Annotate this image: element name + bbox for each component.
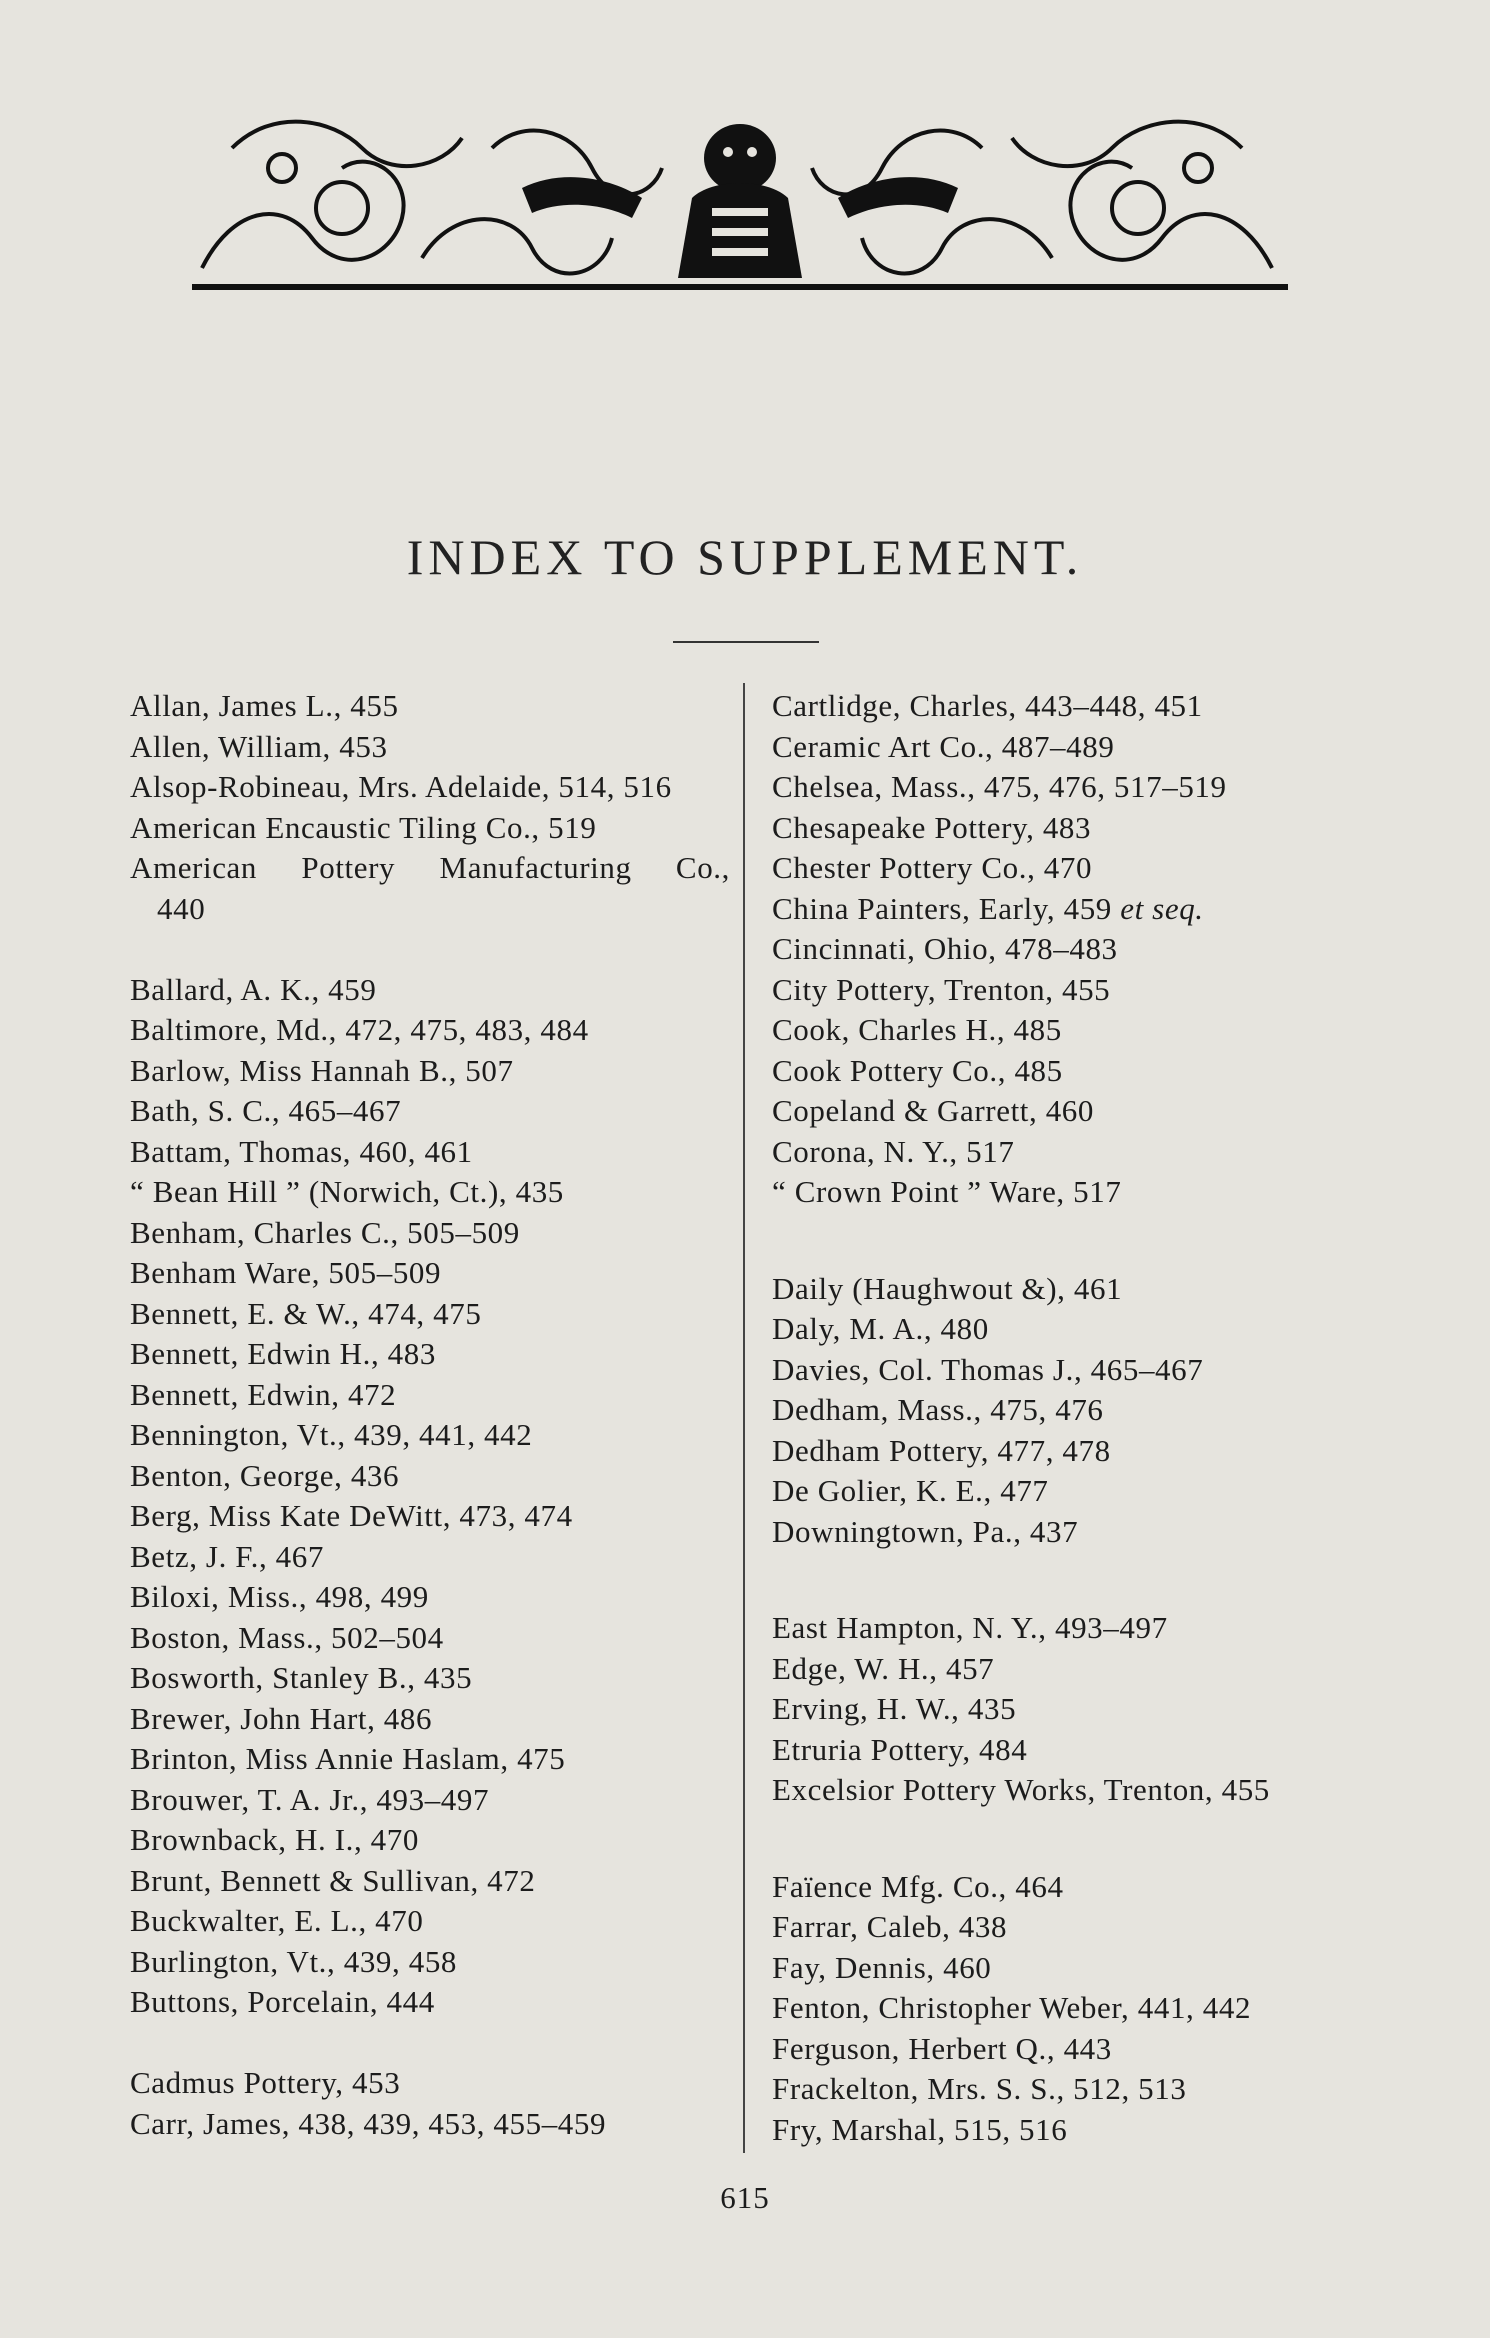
index-entry: Buttons, Porcelain, 444 — [130, 1984, 435, 2019]
index-entry: Cincinnati, Ohio, 478–483 — [772, 931, 1118, 966]
index-entry: Faïence Mfg. Co., 464 — [772, 1868, 1064, 1904]
index-entry: “ Bean Hill ” (Norwich, Ct.), 435 — [130, 1174, 564, 1209]
index-entry: Berg, Miss Kate DeWitt, 473, 474 — [130, 1498, 573, 1533]
index-entry: Burlington, Vt., 439, 458 — [130, 1943, 458, 1979]
index-entry: Cartlidge, Charles, 443–448, 451 — [772, 688, 1203, 723]
index-entry: Bennett, E. & W., 474, 475 — [130, 1295, 482, 1331]
index-entry: Cadmus Pottery, 453 — [130, 2065, 401, 2100]
index-entry-text: China Painters, Early, 459 — [772, 890, 1121, 926]
index-entry: Fenton, Christopher Weber, 441, 442 — [772, 1990, 1252, 2025]
index-entry: Edge, W. H., 457 — [772, 1650, 995, 1686]
index-entry: Daly, M. A., 480 — [772, 1311, 989, 1346]
index-entry: Buckwalter, E. L., 470 — [130, 1903, 424, 1938]
index-entry-italic: et seq. — [1120, 890, 1204, 926]
index-entry: Bennett, Edwin H., 483 — [130, 1336, 436, 1371]
index-group-d — [772, 1269, 1462, 1553]
index-entry: Frackelton, Mrs. S. S., 512, 513 — [772, 2071, 1187, 2106]
index-entry: American Pottery Manufacturing Co., — [130, 850, 730, 885]
index-entry: Brouwer, T. A. Jr., 493–497 — [130, 1781, 490, 1817]
index-entry: “ Crown Point ” Ware, 517 — [772, 1174, 1122, 1209]
index-entry: Bennett, Edwin, 472 — [130, 1376, 397, 1412]
index-entry: American Encaustic Tiling Co., 519 — [130, 809, 597, 845]
index-entry: Erving, H. W., 435 — [772, 1691, 1017, 1726]
index-entry: Cook Pottery Co., 485 — [772, 1052, 1063, 1088]
index-entry: Brunt, Bennett & Sullivan, 472 — [130, 1862, 536, 1898]
index-entry: Farrar, Caleb, 438 — [772, 1909, 1008, 1944]
index-entry: Baltimore, Md., 472, 475, 483, 484 — [130, 1012, 589, 1047]
title-rule — [673, 641, 819, 643]
index-entry: Davies, Col. Thomas J., 465–467 — [772, 1351, 1204, 1387]
index-entry: Ceramic Art Co., 487–489 — [772, 728, 1115, 764]
index-entry: Copeland & Garrett, 460 — [772, 1093, 1094, 1128]
index-entry: Brinton, Miss Annie Haslam, 475 — [130, 1741, 566, 1776]
index-entry: Excelsior Pottery Works, Trenton, 455 — [772, 1772, 1270, 1807]
index-entry: Benham Ware, 505–509 — [130, 1255, 442, 1290]
index-entry: Etruria Pottery, 484 — [772, 1731, 1028, 1767]
index-group-c — [130, 2063, 730, 2144]
index-entry: Boston, Mass., 502–504 — [130, 1619, 444, 1655]
index-entry: Fay, Dennis, 460 — [772, 1949, 992, 1985]
index-entry: Benton, George, 436 — [130, 1457, 400, 1493]
index-entry: Biloxi, Miss., 498, 499 — [130, 1579, 429, 1614]
index-group-a — [130, 686, 730, 929]
page-number: 615 — [720, 2180, 770, 2215]
index-entry: Fry, Marshal, 515, 516 — [772, 2111, 1068, 2147]
index-group-b — [130, 970, 730, 2023]
index-entry: Daily (Haughwout &), 461 — [772, 1270, 1123, 1306]
index-entry: Ferguson, Herbert Q., 443 — [772, 2030, 1112, 2066]
index-entry: Barlow, Miss Hannah B., 507 — [130, 1052, 514, 1088]
decorative-headpiece-icon — [192, 88, 1288, 300]
index-entry: Carr, James, 438, 439, 453, 455–459 — [130, 2105, 607, 2141]
index-column-right — [772, 686, 1462, 2191]
index-entry: Corona, N. Y., 517 — [772, 1133, 1015, 1169]
index-entry: East Hampton, N. Y., 493–497 — [772, 1610, 1168, 1645]
index-entry: Bath, S. C., 465–467 — [130, 1093, 402, 1128]
index-column-left — [130, 686, 730, 2185]
column-divider — [743, 683, 745, 2153]
index-entry — [772, 889, 1462, 930]
index-entry: Allan, James L., 455 — [130, 688, 399, 723]
index-entry: Cook, Charles H., 485 — [772, 1012, 1062, 1047]
index-entry: Allen, William, 453 — [130, 728, 388, 764]
index-entry: Downingtown, Pa., 437 — [772, 1513, 1079, 1549]
index-entry: Ballard, A. K., 459 — [130, 971, 377, 1007]
index-entry: Chelsea, Mass., 475, 476, 517–519 — [772, 769, 1227, 804]
index-entry: Battam, Thomas, 460, 461 — [130, 1133, 473, 1169]
index-entry: Chester Pottery Co., 470 — [772, 850, 1093, 885]
index-entry: Chesapeake Pottery, 483 — [772, 809, 1092, 845]
index-entry: Bennington, Vt., 439, 441, 442 — [130, 1417, 533, 1452]
index-entry: Bosworth, Stanley B., 435 — [130, 1660, 473, 1695]
index-group-f — [772, 1867, 1462, 2151]
index-entry: Dedham, Mass., 475, 476 — [772, 1392, 1104, 1427]
page-title: INDEX TO SUPPLEMENT. — [406, 529, 1084, 585]
index-entry: City Pottery, Trenton, 455 — [772, 971, 1111, 1007]
index-group-c-cont — [772, 686, 1462, 1213]
index-entry-continuation: 440 — [157, 890, 206, 926]
index-entry: Dedham Pottery, 477, 478 — [772, 1432, 1111, 1468]
index-entry: De Golier, K. E., 477 — [772, 1473, 1049, 1508]
index-entry: Brownback, H. I., 470 — [130, 1822, 419, 1857]
index-entry: Brewer, John Hart, 486 — [130, 1700, 433, 1736]
index-entry: Betz, J. F., 467 — [130, 1538, 324, 1574]
index-entry: Alsop-Robineau, Mrs. Adelaide, 514, 516 — [130, 769, 672, 804]
index-group-e — [772, 1608, 1462, 1811]
index-entry: Benham, Charles C., 505–509 — [130, 1214, 520, 1250]
